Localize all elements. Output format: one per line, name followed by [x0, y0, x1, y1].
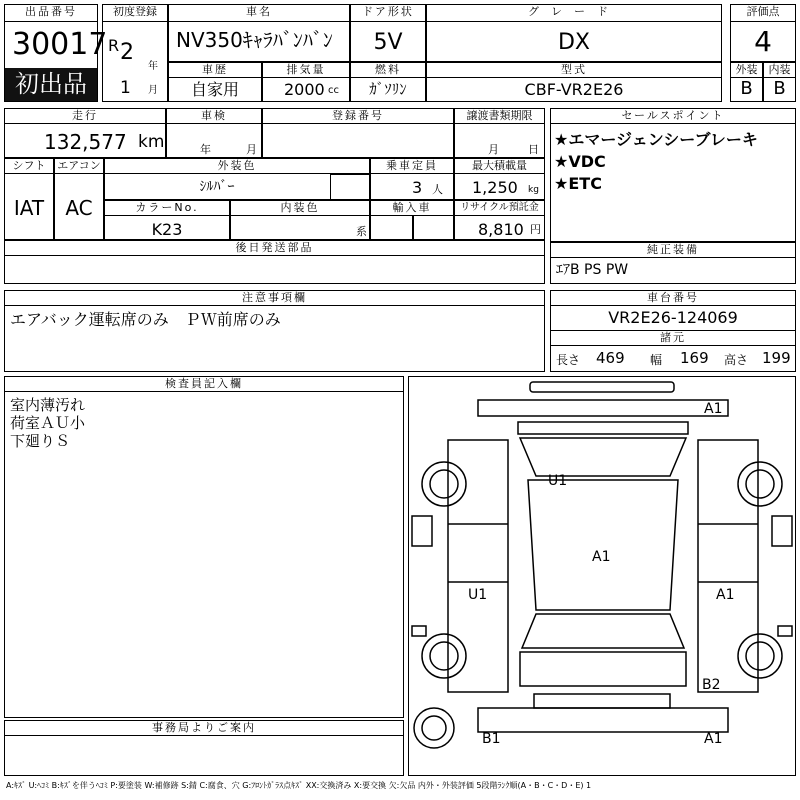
car-diagram: [408, 376, 796, 776]
transfer-label: 譲渡書類期限: [454, 108, 545, 124]
registration-label: 初度登録: [102, 4, 168, 22]
inspector-line-2: 荷室ＡＵ小: [10, 414, 86, 432]
recycle-value: 8,810: [478, 220, 524, 239]
model-value: CBF-VR2E26: [524, 80, 624, 99]
model-label: 型式: [426, 62, 722, 78]
damage-mark-roof: A1: [592, 549, 611, 565]
height-value: 199: [762, 349, 791, 367]
fuel-label: 燃料: [350, 62, 426, 78]
int-grade: B: [773, 78, 786, 99]
plate-box: [262, 108, 454, 158]
shift-label: シフト: [4, 158, 54, 174]
displacement-label: 排気量: [262, 62, 350, 78]
shift-value: IAT: [13, 196, 45, 220]
recycle-unit: 円: [530, 223, 541, 236]
inspector-line-3: 下廻りＳ: [10, 432, 71, 450]
plate-label: 登録番号: [262, 108, 454, 124]
reg-year-unit: 年: [148, 61, 158, 72]
length-label: 長さ: [556, 353, 581, 367]
lot-label: 出品番号: [4, 4, 98, 22]
door-label: ドア形状: [350, 4, 426, 22]
office-label: 事務局よりご案内: [4, 720, 404, 736]
sales-points-label: セールスポイント: [550, 108, 796, 124]
legend: A:ｷｽﾞ U:ﾍｺﾐ B:ｷｽﾞを伴うﾍｺﾐ P:要塗装 W:補修跡 S:錆 C:腐食、穴 G:ﾌﾛﾝﾄｶﾞﾗｽ点ｷｽﾞ XX:交換済み X:要交換 欠:欠品 内外・外装評価 5段階ﾗﾝｸ順(A・B・C・D・E) 1: [6, 781, 592, 790]
width-value: 169: [680, 349, 709, 367]
door-type: 5V: [373, 30, 403, 55]
damage-mark-rear: A1: [704, 731, 723, 747]
reg-month-unit: 月: [148, 85, 158, 96]
insp-year-unit: 年: [200, 143, 211, 156]
history-value: 自家用: [190, 80, 239, 99]
damage-mark-rear-left: B1: [482, 731, 501, 747]
score-value: 4: [754, 25, 772, 58]
capacity-unit: 人: [432, 183, 443, 196]
chassis-label: 車台番号: [550, 290, 796, 306]
later-parts-label: 後日発送部品: [4, 240, 545, 256]
first-listing-badge: 初出品: [5, 68, 97, 101]
equipment-value: ｴｱB PS PW: [556, 262, 629, 278]
displacement-value: 2000: [284, 80, 325, 99]
grade-label: グレード: [426, 4, 722, 22]
ext-grade: B: [740, 78, 753, 99]
int-color-box: [230, 200, 370, 240]
notes-label: 注意事項欄: [4, 290, 545, 306]
transfer-day-unit: 日: [528, 143, 539, 156]
import-label: 輸入車: [370, 200, 454, 216]
sales-point-2: ★VDC: [554, 152, 606, 171]
ac-label: エアコン: [54, 158, 104, 174]
height-label: 高さ: [724, 353, 749, 367]
damage-mark-front: A1: [704, 401, 723, 417]
length-value: 469: [596, 349, 625, 367]
insp-month-unit: 月: [246, 143, 257, 156]
era: R: [108, 36, 120, 55]
car-name-label: 車名: [168, 4, 350, 22]
history-label: 車歴: [168, 62, 262, 78]
load-label: 最大積載量: [454, 158, 545, 174]
later-parts-box: [4, 240, 545, 284]
inspector-line-1: 室内薄汚れ: [10, 396, 86, 414]
ac-value: AC: [65, 196, 93, 220]
color-no-label: カラーNo.: [104, 200, 230, 216]
damage-mark-left: U1: [468, 587, 488, 603]
displacement-unit: cc: [328, 85, 339, 96]
damage-mark-hood: U1: [548, 473, 568, 489]
mileage-label: 走行: [4, 108, 166, 124]
mileage-unit: km: [138, 132, 165, 152]
dims-label: 諸元: [550, 330, 796, 346]
color-subdivider: [330, 174, 370, 200]
lot-number: 30017: [12, 27, 108, 62]
import-divider: [412, 216, 414, 240]
car-name: NV350ｷｬﾗﾊﾞﾝﾊﾞﾝ: [176, 28, 333, 52]
inspector-label: 検査員記入欄: [4, 376, 404, 392]
int-color-label: 内装色: [230, 200, 370, 216]
transfer-month-unit: 月: [488, 143, 499, 156]
color-label: 外装色: [104, 158, 370, 174]
damage-mark-right: A1: [716, 587, 735, 603]
int-label: 内装: [763, 62, 796, 78]
color-value: ｼﾙﾊﾞｰ: [199, 179, 235, 195]
width-label: 幅: [650, 353, 663, 367]
chassis-value: VR2E26-124069: [608, 308, 738, 327]
color-no-value: K23: [151, 220, 183, 239]
score-label: 評価点: [730, 4, 796, 22]
recycle-label: リサイクル預託金: [454, 200, 545, 216]
int-color-unit: 系: [356, 225, 367, 238]
inspection-label: 車検: [166, 108, 262, 124]
capacity-value: 3: [412, 178, 423, 197]
notes-value: エアバック運転席のみ ＰＷ前席のみ: [10, 310, 281, 329]
mileage-value: 132,577: [44, 130, 127, 154]
sales-point-1: ★エマージェンシーブレーキ: [554, 130, 758, 149]
fuel-value: ｶﾞｿﾘﾝ: [369, 80, 407, 98]
load-unit: kg: [528, 185, 539, 195]
equipment-label: 純正装備: [550, 242, 796, 258]
reg-year: 2: [120, 40, 134, 65]
grade-value: DX: [557, 30, 590, 55]
load-value: 1,250: [472, 178, 518, 197]
reg-month: 1: [120, 78, 131, 98]
capacity-label: 乗車定員: [370, 158, 454, 174]
sales-point-3: ★ETC: [554, 174, 602, 193]
damage-mark-rear-right: B2: [702, 677, 721, 693]
ext-label: 外装: [730, 62, 763, 78]
